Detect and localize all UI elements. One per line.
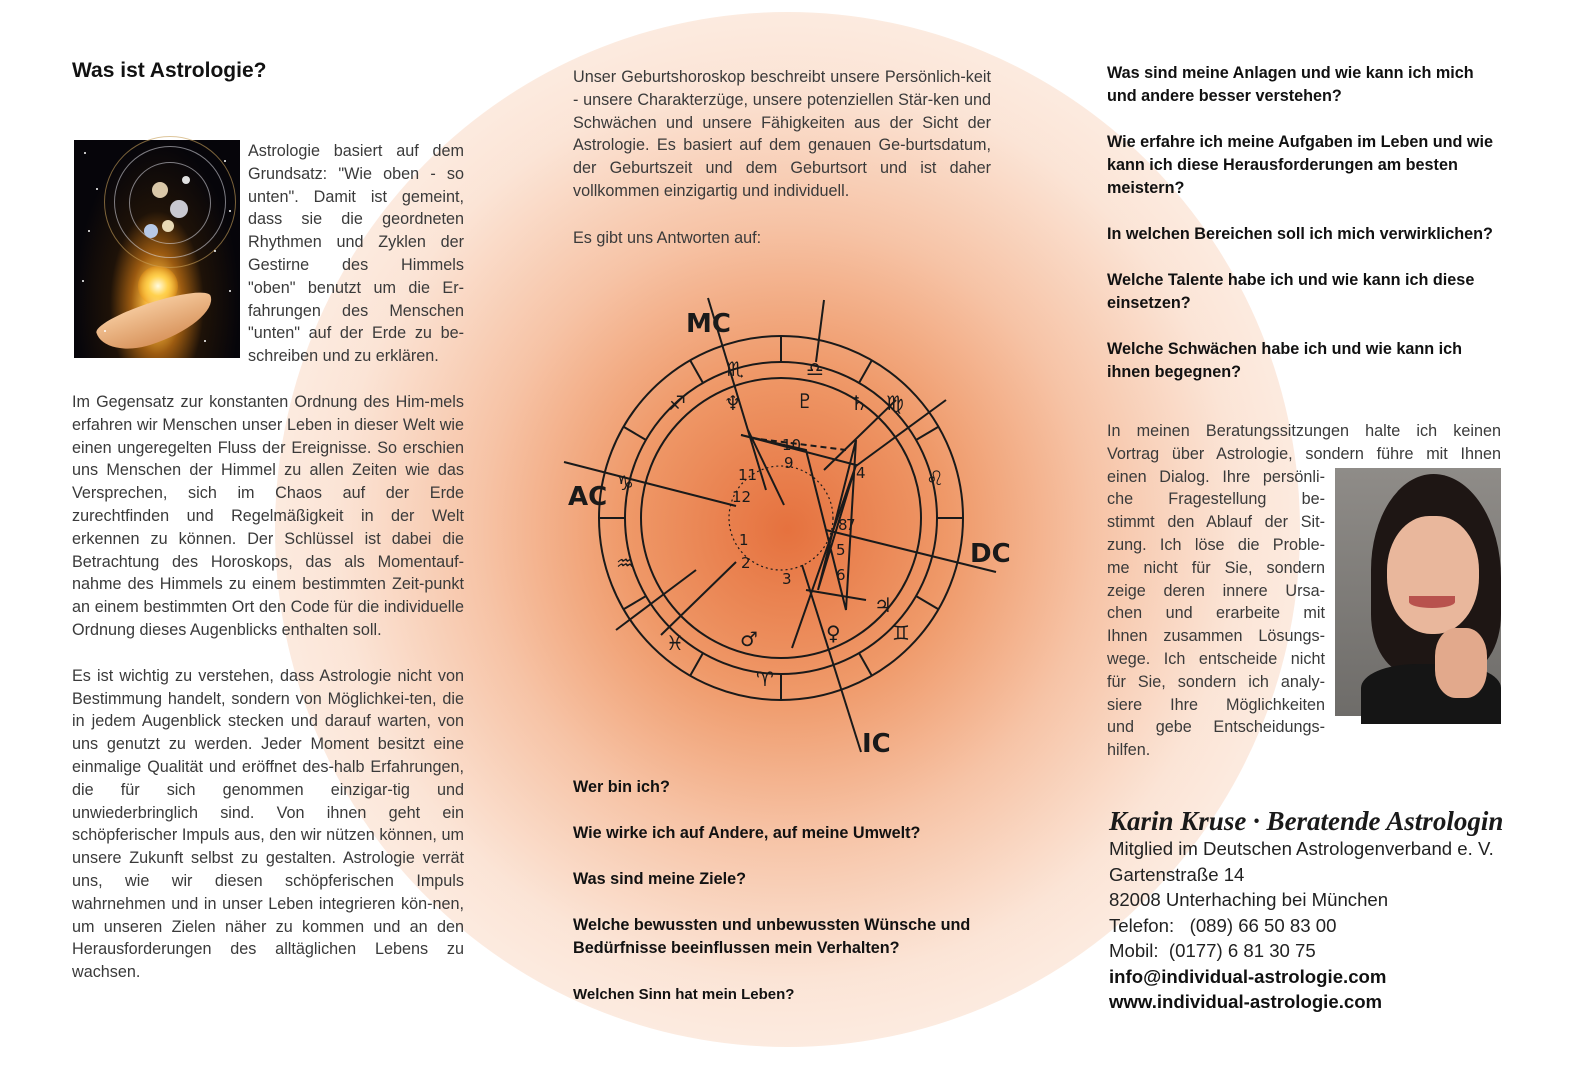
svg-text:♀: ♀ — [826, 621, 841, 645]
intro-line: fahrungen des Menschen — [248, 301, 464, 320]
answers-intro: Es gibt uns Antworten auf: — [573, 228, 762, 247]
intro-line: "oben" benutzt um die Er- — [248, 278, 464, 297]
svg-text:♇: ♇ — [796, 389, 814, 413]
intro-line: Rhythmen und Zyklen der — [248, 233, 464, 252]
email-link[interactable]: info@individual-astrologie.com — [1109, 965, 1387, 987]
svg-text:♎: ♎ — [806, 357, 824, 381]
horoscope-intro: Unser Geburtshoroskop beschreibt unsere Persönlich-keit - unsere Charakterzüge, unsere potenziellen Stär-ken und Schwächen und unsere Fähigkeiten aus der Sicht der Astrologie. Es basiert auf dem genauen Ge-burtsdatum, der Geburtszeit und dem Geburtsort und ist daher vollkommen einzigartig und individuell. — [573, 68, 991, 200]
consult-line: stimmt den Ablauf der Sit- — [1107, 513, 1325, 532]
consult-line: zung. Ich löse die Proble- — [1107, 535, 1325, 554]
house-number: 9 — [784, 454, 794, 472]
phone-number: Telefon: (089) 66 50 83 00 — [1109, 914, 1337, 936]
page-title: Was ist Astrologie? — [72, 59, 267, 82]
house-number: 11 — [738, 466, 758, 484]
house-number: 6 — [836, 566, 846, 584]
left-column — [72, 58, 464, 984]
street-address: Gartenstraße 14 — [1109, 863, 1245, 885]
horoscope-wheel-icon — [556, 290, 1011, 760]
svg-text:♌: ♌ — [926, 466, 944, 490]
intro-line: dass sie die geordneten — [248, 210, 464, 229]
paragraph-order: Im Gegensatz zur konstanten Ordnung des Him-mels erfahren wir Menschen unser Leben in dieser Welt wie einen ungeregelten Fluss der Ereignisse. So erschien uns Menschen der Himmel zu allen Zeiten wie das Versprechen, sich im Chaos auf der Erde zurechtfinden und Regelmäßigkeit in der Welt erkennen zu können. Der Schlüssel ist dabei die Betrachtung des Horoskops, das als Momentauf-nahme des Himmels zu einem bestimmten Zeit-punkt an einem bestimmten Ort den Code für die individuelle Ordnung dieses Augenblicks enthalten soll. — [72, 392, 464, 639]
consult-line: che Fragestellung be- — [1107, 490, 1325, 509]
question-item: Welchen Sinn hat mein Leben? — [573, 986, 795, 1003]
consult-line: Ihnen zusammen Lösungs- — [1107, 627, 1325, 646]
svg-text:♄: ♄ — [850, 391, 868, 415]
contact-block — [1109, 806, 1569, 1015]
svg-text:♐: ♐ — [668, 391, 686, 415]
horoscope-chart — [556, 290, 1011, 760]
question-item: In welchen Bereichen soll ich mich verwirklichen? — [1107, 225, 1493, 243]
consult-line: und gebe Entscheidungs- — [1107, 718, 1325, 737]
question-item: Wie erfahre ich meine Aufgaben im Leben und wie kann ich diese Herausforderungen am besten meistern? — [1107, 133, 1494, 197]
svg-text:♒: ♒ — [616, 551, 634, 575]
intro-line: Astrologie basiert auf dem — [248, 142, 464, 160]
consult-line: hilfen. — [1107, 741, 1151, 760]
house-number: 12 — [732, 488, 752, 506]
intro-line: schreiben und zu erklären. — [248, 347, 439, 366]
house-number: 1 — [739, 531, 749, 549]
svg-text:♑: ♑ — [616, 471, 634, 495]
consult-line: Vortrag über Astrologie, sondern führe mit Ihnen — [1107, 444, 1501, 463]
city-address: 82008 Unterhaching bei München — [1109, 889, 1389, 910]
house-number: 4 — [856, 464, 866, 482]
website-link[interactable]: www.individual-astrologie.com — [1109, 991, 1383, 1012]
consult-line: für Sie, sondern ich analy- — [1107, 672, 1325, 691]
ac-label: AC — [568, 482, 608, 512]
house-number: 7 — [846, 516, 856, 534]
consult-line: wege. Ich entscheide nicht — [1107, 649, 1325, 668]
house-number: 10 — [782, 436, 802, 454]
house-number: 5 — [836, 541, 846, 559]
intro-line: Gestirne des Himmels — [248, 255, 464, 274]
membership: Mitglied im Deutschen Astrologenverband e. V. — [1109, 838, 1494, 859]
dc-label: DC — [970, 539, 1011, 569]
consult-line: siere Ihre Möglichkeiten — [1107, 695, 1325, 714]
question-item: Welche Talente habe ich und wie kann ich diese einsetzen? — [1107, 271, 1475, 312]
consult-line: zeige deren innere Ursa- — [1107, 581, 1325, 600]
right-column — [1107, 62, 1501, 762]
question-item: Was sind meine Anlagen und wie kann ich mich und andere besser verstehen? — [1107, 64, 1474, 105]
svg-text:♆: ♆ — [724, 391, 742, 415]
svg-text:♓: ♓ — [666, 631, 684, 655]
question-item: Was sind meine Ziele? — [573, 870, 747, 888]
intro-line: Grundsatz: "Wie oben - so — [248, 164, 464, 183]
consult-line: In meinen Beratungssitzungen halte ich keinen — [1107, 422, 1501, 440]
svg-text:♃: ♃ — [874, 593, 892, 617]
mobile-number: Mobil: (0177) 6 81 30 75 — [1109, 940, 1316, 961]
consult-line: me nicht für Sie, sondern — [1107, 558, 1325, 577]
paragraph-possibilities: Es ist wichtig zu verstehen, dass Astrologie nicht von Bestimmung handelt, sondern von Möglichkei-ten, die in jedem Augenblick stecken und darauf warten, von uns genutzt zu werden. Jeder Moment besitzt eine einmalige Qualität und eröffnet des-halb Erfahrungen, die für sich genommen einzigar-tig und unwiederbringlich sind. Von ihnen geht ein schöpferischer Impuls aus, den wir nützen können, um unsere Zukunft selbst zu gestalten. Astrologie verrät uns, wie wir diesen schöpferischen Impuls wahrnehmen und in unser Leben integrieren kön-nen, um unseren Zielen näher zu kommen und an den Herausforderungen des alltäglichen Lebens zu wachsen. — [72, 666, 464, 982]
svg-text:♏: ♏ — [726, 357, 744, 381]
intro-line: "unten" auf der Erde zu be- — [248, 324, 464, 343]
mc-label: MC — [686, 309, 731, 339]
question-item: Welche bewussten und unbewussten Wünsche und Bedürfnisse beeinflussen mein Verhalten? — [573, 916, 971, 957]
svg-text:♂: ♂ — [740, 627, 758, 651]
ic-label: IC — [862, 729, 891, 759]
astrology-hand-image — [74, 140, 240, 358]
house-number: 2 — [741, 554, 751, 572]
house-number: 8 — [838, 516, 848, 534]
portrait-photo — [1335, 468, 1501, 716]
question-item: Welche Schwächen habe ich und wie kann ich ihnen begegnen? — [1107, 340, 1463, 381]
signature: Karin Kruse · Beratende Astrologin — [1109, 806, 1504, 836]
svg-text:♍: ♍ — [886, 391, 904, 415]
consultation-block — [1107, 420, 1501, 762]
intro-line: unten". Damit ist gemeint, — [248, 187, 464, 206]
svg-text:♈: ♈ — [756, 667, 774, 691]
consult-line: einen Dialog. Ihre persönli- — [1107, 467, 1325, 486]
consult-line: chen und erarbeite mit — [1107, 604, 1325, 623]
question-item: Wer bin ich? — [573, 778, 670, 796]
question-item: Wie wirke ich auf Andere, auf meine Umwelt? — [573, 824, 921, 842]
middle-column — [573, 66, 991, 250]
svg-text:♊: ♊ — [892, 621, 910, 645]
middle-questions — [573, 776, 993, 1006]
house-number: 3 — [782, 570, 792, 588]
